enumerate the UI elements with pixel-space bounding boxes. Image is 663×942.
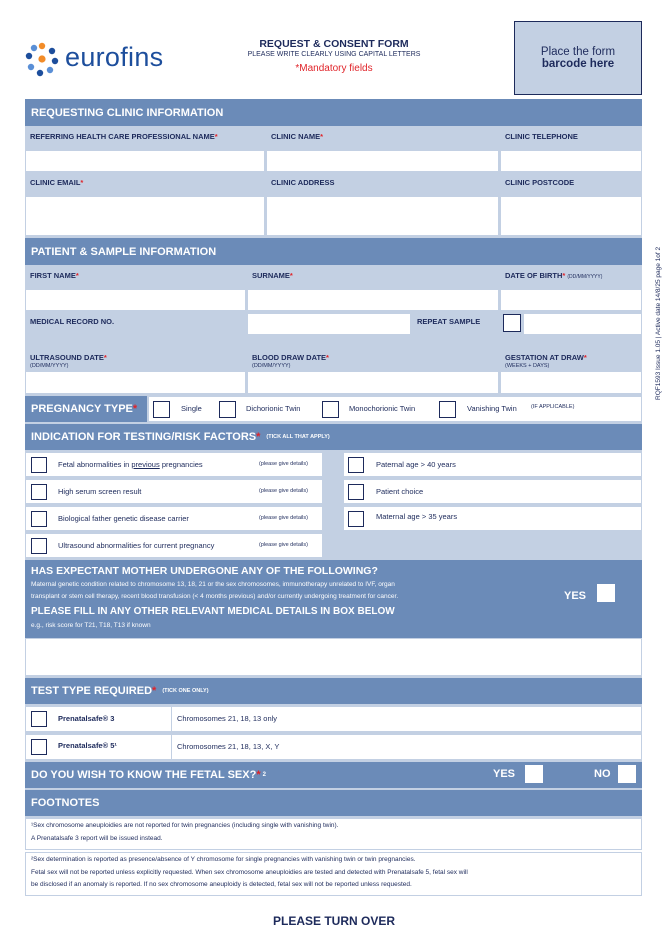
surname-input[interactable] [247,289,499,311]
footnote-2-line2: Fetal sex will not be reported unless explicitly requested. When sex chromosome aneuploidies are tested and detected with Prenatalsafe 5, fetal sex will [31,869,468,876]
single-label: Single [181,404,202,413]
form-title: REQUEST & CONSENT FORM [259,38,409,50]
footnote-2-line3: be disclosed if an anomaly is reported. If no sex chromosome aneuploidy is detected, fetal sex will not be reported unless requested. [31,881,412,888]
prenatalsafe5-name: Prenatalsafe® 5¹ [58,741,117,750]
repeat-sample-checkbox[interactable] [503,314,521,332]
prenatalsafe3-name: Prenatalsafe® 3 [58,714,115,723]
clinic-name-label: CLINIC NAME* [266,128,499,150]
fetal-sex-no-checkbox[interactable] [618,765,636,783]
ultrasound-details-hint: (please give details) [259,542,308,548]
details-title: PLEASE FILL IN ANY OTHER RELEVANT MEDICAL DETAILS IN BOX BELOW [31,606,395,617]
ultrasound-date-input[interactable] [25,371,246,394]
gestation-input[interactable] [500,371,642,394]
footnote-1-line2: A Prenatalsafe 3 report will be issued instead. [31,835,163,842]
repeat-sample-label: REPEAT SAMPLE [412,313,642,335]
clinic-address-input[interactable] [266,196,499,236]
clinic-address-label: CLINIC ADDRESS [266,174,499,196]
indication-header: INDICATION FOR TESTING/RISK FACTORS * (TICK ALL THAT APPLY) [25,424,642,450]
vanishing-checkbox[interactable] [439,401,456,418]
first-name-label: FIRST NAME* [25,267,246,289]
fetal-sex-row: DO YOU WISH TO KNOW THE FETAL SEX? * 2 [25,762,642,788]
father-label: Biological father genetic disease carrier [58,514,189,523]
monochorionic-label: Monochorionic Twin [349,404,416,413]
clinic-name-input[interactable] [266,150,499,172]
clinic-telephone-label: CLINIC TELEPHONE [500,128,642,150]
clinic-email-label: CLINIC EMAIL* [25,174,265,196]
medical-details-input[interactable] [25,638,642,676]
footnote-1-line1: ¹Sex chromosome aneuploidies are not reported for twin pregnancies (including single with vanishing twin). [31,822,339,829]
clinic-postcode-input[interactable] [500,196,642,236]
eurofins-logo [24,41,194,77]
blood-draw-date-label: BLOOD DRAW DATE* (DD/MM/YYYY) [247,349,499,371]
ultrasound-date-label: ULTRASOUND DATE* (DD/MM/YYYY) [25,349,246,371]
mother-desc-line1: Maternal genetic condition related to chromosome 13, 18, 21 or the sex chromosomes, immunotherapy unrelated to IVF, organ [31,581,395,588]
patient-choice-label: Patient choice [376,487,424,496]
mother-yes-checkbox[interactable] [597,584,615,602]
fetal-label: Fetal abnormalities in previous pregnancies [58,460,203,469]
serum-details-hint: (please give details) [259,488,308,494]
clinic-email-input[interactable] [25,196,265,236]
patient-section-header: PATIENT & SAMPLE INFORMATION [25,238,642,265]
pregnancy-type-header: PREGNANCY TYPE * [25,396,147,422]
first-name-input[interactable] [25,289,246,311]
mother-desc-line2: transplant or stem cell therapy, recent blood transfusion (< 4 months previous) and/or currently undergoing treatment for cancer. [31,593,399,600]
maternal-age-label: Maternal age > 35 years [376,512,458,521]
father-details-hint: (please give details) [259,515,308,521]
dob-label: DATE OF BIRTH* (DD/MM/YYYY) [500,267,642,289]
paternal-age-label: Paternal age > 40 years [376,460,456,469]
dob-input[interactable] [500,289,642,311]
revision-note: RQF1593 Issue 1.05 | Active date 14/8/25 page 1of 2 [655,246,662,400]
mrn-input[interactable] [247,313,411,335]
prenatalsafe3-checkbox[interactable] [31,711,47,727]
fetal-sex-yes-label: YES [493,768,516,780]
footnotes-header: FOOTNOTES [25,790,642,816]
vanishing-note: (IF APPLICABLE) [531,404,575,410]
prenatalsafe5-checkbox[interactable] [31,739,47,755]
surname-label: SURNAME* [247,267,499,289]
dichorionic-checkbox[interactable] [219,401,236,418]
blood-draw-date-input[interactable] [247,371,499,394]
clinic-postcode-label: CLINIC POSTCODE [500,174,642,196]
single-checkbox[interactable] [153,401,170,418]
prenatalsafe3-desc: Chromosomes 21, 18, 13 only [177,714,278,723]
eurofins-wordmark: eurofins [65,42,164,72]
fetal-sex-no-label: NO [594,768,611,780]
referring-label: REFERRING HEALTH CARE PROFESSIONAL NAME* [25,128,265,150]
maternal-age-checkbox[interactable] [348,511,364,527]
prenatalsafe5-desc: Chromosomes 21, 18, 13, X, Y [177,742,280,751]
vanishing-label: Vanishing Twin [467,404,517,413]
eurofins-dots-icon [24,41,60,77]
repeat-sample-spacer [523,313,642,335]
fetal-checkbox[interactable] [31,457,47,473]
turn-over-note: PLEASE TURN OVER [272,914,395,928]
mother-yes-label: YES [564,590,587,602]
barcode-line1: Place the form [540,46,616,58]
gestation-label: GESTATION AT DRAW* (WEEKS + DAYS) [500,349,642,371]
ultrasound-abn-checkbox[interactable] [31,538,47,554]
barcode-line2: barcode here [541,58,615,70]
details-example: e.g., risk score for T21, T18, T13 if known [31,622,151,629]
paternal-age-checkbox[interactable] [348,457,364,473]
fetal-details-hint: (please give details) [259,461,308,467]
referring-input[interactable] [25,150,265,172]
barcode-box [514,21,642,95]
test-row-prenatalsafe5 [25,734,642,760]
form-subtitle: PLEASE WRITE CLEARLY USING CAPITAL LETTERS [247,51,421,58]
serum-label: High serum screen result [58,487,142,496]
dichorionic-label: Dichorionic Twin [246,404,301,413]
father-checkbox[interactable] [31,511,47,527]
fetal-sex-yes-checkbox[interactable] [525,765,543,783]
mrn-label: MEDICAL RECORD NO. [25,313,246,335]
test-divider-1 [171,706,172,732]
patient-choice-checkbox[interactable] [348,484,364,500]
serum-checkbox[interactable] [31,484,47,500]
test-divider-2 [171,734,172,760]
monochorionic-checkbox[interactable] [322,401,339,418]
clinic-section-header: REQUESTING CLINIC INFORMATION [25,99,642,126]
clinic-telephone-input[interactable] [500,150,642,172]
footnote-2-line1: ²Sex determination is reported as presence/absence of Y chromosome for single pregnancies with vanishing twin or twin pregnancies. [31,856,416,863]
test-type-header: TEST TYPE REQUIRED * (TICK ONE ONLY) [25,678,642,704]
mandatory-note: *Mandatory fields [295,63,373,74]
test-row-prenatalsafe3 [25,706,642,732]
mother-question: HAS EXPECTANT MOTHER UNDERGONE ANY OF THE FOLLOWING? [31,565,378,577]
ultrasound-abn-label: Ultrasound abnormalities for current pregnancy [58,541,215,550]
